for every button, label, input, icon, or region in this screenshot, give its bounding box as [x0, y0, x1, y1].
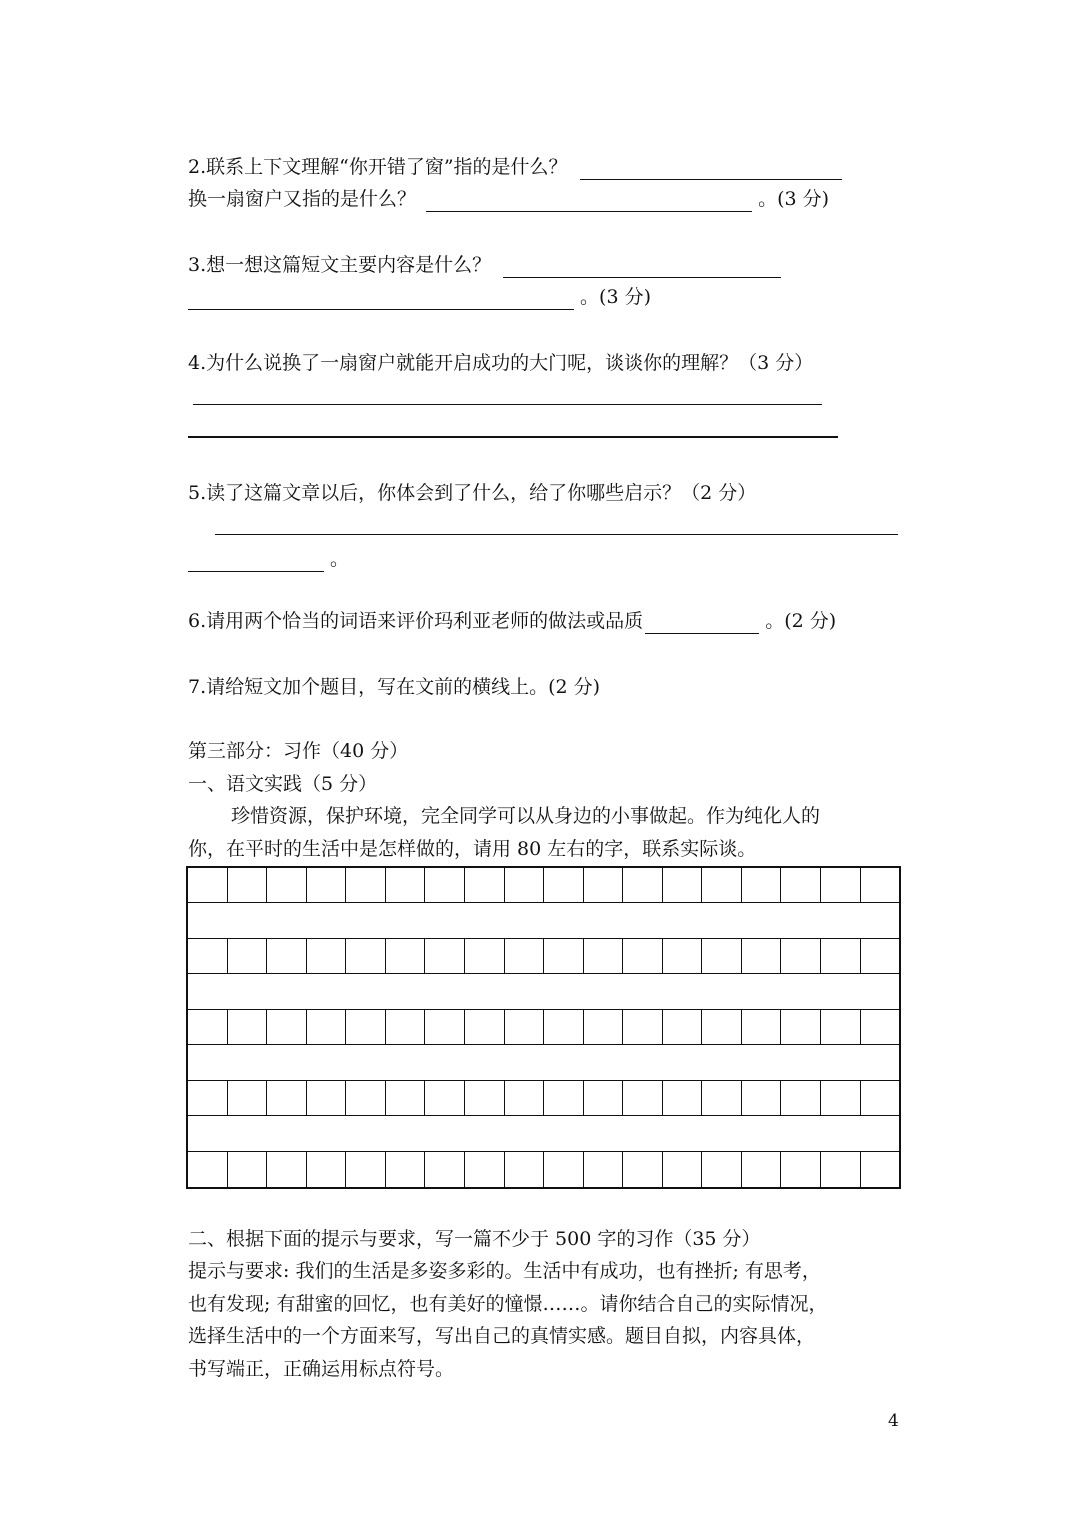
- q5-answer-line-1[interactable]: [215, 534, 898, 535]
- grid-cell[interactable]: [584, 1081, 624, 1115]
- grid-cell[interactable]: [861, 868, 900, 902]
- q5-line2: [188, 546, 349, 572]
- grid-cell[interactable]: [188, 1010, 228, 1044]
- section2-line: 书写端正，正确运用标点符号。: [188, 1358, 455, 1380]
- grid-writing-row[interactable]: [188, 1081, 899, 1116]
- q2-question-text: 2.联系上下文理解“你开错了窗”指的是什么？: [188, 156, 568, 178]
- grid-cell[interactable]: [702, 1081, 742, 1115]
- grid-cell[interactable]: [188, 1152, 228, 1187]
- q2-line1: [188, 154, 842, 180]
- grid-cell[interactable]: [346, 1010, 386, 1044]
- grid-cell[interactable]: [781, 1152, 821, 1187]
- grid-cell[interactable]: [228, 1010, 268, 1044]
- grid-cell[interactable]: [267, 868, 307, 902]
- q4-answer-line-2[interactable]: [188, 436, 838, 438]
- grid-cell[interactable]: [465, 939, 505, 973]
- grid-cell[interactable]: [702, 939, 742, 973]
- grid-cell[interactable]: [821, 1081, 861, 1115]
- q4-answer-line-1[interactable]: [193, 404, 822, 405]
- grid-cell[interactable]: [584, 939, 624, 973]
- grid-cell[interactable]: [267, 1081, 307, 1115]
- grid-cell[interactable]: [544, 939, 584, 973]
- section2-line: 选择生活中的一个方面来写，写出自己的真情实感。题目自拟，内容具体，: [188, 1325, 816, 1347]
- grid-cell[interactable]: [505, 939, 545, 973]
- grid-cell[interactable]: [386, 939, 426, 973]
- grid-spacer-row: [188, 1116, 899, 1152]
- grid-cell[interactable]: [702, 868, 742, 902]
- grid-cell[interactable]: [702, 1152, 742, 1187]
- grid-cell[interactable]: [505, 1152, 545, 1187]
- grid-cell[interactable]: [188, 868, 228, 902]
- grid-cell[interactable]: [584, 868, 624, 902]
- grid-cell[interactable]: [584, 1152, 624, 1187]
- grid-cell[interactable]: [821, 868, 861, 902]
- q5-question: 5.读了这篇文章以后，你体会到了什么，给了你哪些启示？（2 分）: [188, 482, 757, 504]
- grid-cell[interactable]: [623, 939, 663, 973]
- q6-score: 。(2 分): [765, 610, 837, 632]
- grid-cell[interactable]: [742, 868, 782, 902]
- grid-cell[interactable]: [623, 868, 663, 902]
- grid-cell[interactable]: [386, 1152, 426, 1187]
- grid-writing-row[interactable]: [188, 868, 899, 903]
- q2-answer-blank-1[interactable]: [580, 159, 842, 180]
- grid-cell[interactable]: [781, 1010, 821, 1044]
- grid-cell[interactable]: [307, 1152, 347, 1187]
- grid-cell[interactable]: [505, 868, 545, 902]
- grid-cell[interactable]: [544, 868, 584, 902]
- q6-line: [188, 608, 836, 634]
- grid-cell[interactable]: [386, 868, 426, 902]
- grid-cell[interactable]: [742, 1010, 782, 1044]
- section2-line: 也有发现; 有甜蜜的回忆，也有美好的憧憬……。请你结合自己的实际情况，: [188, 1293, 828, 1315]
- grid-cell[interactable]: [702, 1010, 742, 1044]
- grid-spacer-row: [188, 903, 899, 939]
- grid-cell[interactable]: [425, 1152, 465, 1187]
- writing-grid[interactable]: [186, 866, 901, 1189]
- q3-answer-blank-1[interactable]: [503, 257, 781, 278]
- grid-cell[interactable]: [465, 1152, 505, 1187]
- grid-cell[interactable]: [821, 1010, 861, 1044]
- grid-cell[interactable]: [188, 939, 228, 973]
- grid-cell[interactable]: [623, 1152, 663, 1187]
- grid-cell[interactable]: [781, 868, 821, 902]
- section1-prompt-line2: 你，在平时的生活中是怎样做的，请用 80 左右的字，联系实际谈。: [188, 838, 757, 860]
- grid-cell[interactable]: [623, 1010, 663, 1044]
- grid-cell[interactable]: [386, 1081, 426, 1115]
- grid-cell[interactable]: [425, 1010, 465, 1044]
- q2-line2: [188, 186, 829, 212]
- grid-cell[interactable]: [505, 1010, 545, 1044]
- grid-cell[interactable]: [346, 1152, 386, 1187]
- grid-cell[interactable]: [346, 939, 386, 973]
- q5-end: 。: [330, 548, 350, 570]
- q7-question: 7.请给短文加个题目，写在文前的横线上。(2 分): [188, 676, 601, 698]
- grid-cell[interactable]: [663, 1081, 703, 1115]
- grid-cell[interactable]: [663, 868, 703, 902]
- grid-cell[interactable]: [544, 1010, 584, 1044]
- grid-cell[interactable]: [505, 1081, 545, 1115]
- grid-cell[interactable]: [307, 1010, 347, 1044]
- grid-cell[interactable]: [544, 1152, 584, 1187]
- part3-heading: 第三部分：习作（40 分）: [188, 740, 409, 762]
- grid-cell[interactable]: [307, 939, 347, 973]
- grid-cell[interactable]: [861, 1081, 900, 1115]
- grid-cell[interactable]: [267, 939, 307, 973]
- grid-spacer-row: [188, 1045, 899, 1081]
- grid-cell[interactable]: [584, 1010, 624, 1044]
- grid-cell[interactable]: [465, 1010, 505, 1044]
- grid-writing-row[interactable]: [188, 939, 899, 974]
- q2-answer-blank-2[interactable]: [426, 191, 752, 212]
- q3-question-text: 3.想一想这篇短文主要内容是什么？: [188, 254, 492, 276]
- grid-cell[interactable]: [228, 939, 268, 973]
- grid-cell[interactable]: [861, 939, 900, 973]
- grid-cell[interactable]: [821, 939, 861, 973]
- grid-cell[interactable]: [346, 1081, 386, 1115]
- q6-question-text: 6.请用两个恰当的词语来评价玛利亚老师的做法或品质: [188, 610, 644, 632]
- grid-cell[interactable]: [663, 1010, 703, 1044]
- grid-cell[interactable]: [781, 939, 821, 973]
- grid-cell[interactable]: [742, 1081, 782, 1115]
- q2-followup-text: 换一扇窗户又指的是什么？: [188, 188, 417, 210]
- q3-answer-blank-2[interactable]: [188, 289, 574, 310]
- grid-spacer-row: [188, 974, 899, 1010]
- grid-cell[interactable]: [465, 868, 505, 902]
- section1-prompt-line1: 珍惜资源，保护环境，完全同学可以从身边的小事做起。作为纯化人的: [231, 805, 821, 827]
- section2-heading: 二、根据下面的提示与要求，写一篇不少于 500 字的习作（35 分）: [188, 1228, 761, 1250]
- grid-cell[interactable]: [228, 1081, 268, 1115]
- grid-cell[interactable]: [188, 1081, 228, 1115]
- grid-writing-row[interactable]: [188, 1152, 899, 1187]
- grid-cell[interactable]: [267, 1152, 307, 1187]
- q6-answer-blank[interactable]: [645, 613, 759, 634]
- q2-score: 。(3 分): [758, 188, 830, 210]
- grid-cell[interactable]: [821, 1152, 861, 1187]
- grid-cell[interactable]: [425, 1081, 465, 1115]
- grid-cell[interactable]: [267, 1010, 307, 1044]
- q5-answer-blank-2[interactable]: [188, 551, 324, 572]
- q3-line1: [188, 252, 781, 278]
- q3-line2: [188, 284, 651, 310]
- grid-cell[interactable]: [663, 1152, 703, 1187]
- grid-cell[interactable]: [623, 1081, 663, 1115]
- section2-line: 提示与要求: 我们的生活是多姿多彩的。生活中有成功，也有挫折; 有思考，: [188, 1260, 821, 1282]
- grid-cell[interactable]: [346, 868, 386, 902]
- grid-cell[interactable]: [781, 1081, 821, 1115]
- q3-score: 。(3 分): [580, 286, 652, 308]
- grid-cell[interactable]: [228, 868, 268, 902]
- grid-cell[interactable]: [742, 1152, 782, 1187]
- grid-cell[interactable]: [861, 1152, 900, 1187]
- grid-cell[interactable]: [663, 939, 703, 973]
- grid-cell[interactable]: [307, 868, 347, 902]
- grid-cell[interactable]: [465, 1081, 505, 1115]
- q4-question: 4.为什么说换了一扇窗户就能开启成功的大门呢，谈谈你的理解？（3 分）: [188, 352, 814, 374]
- grid-cell[interactable]: [425, 868, 465, 902]
- grid-cell[interactable]: [425, 939, 465, 973]
- grid-writing-row[interactable]: [188, 1010, 899, 1045]
- grid-cell[interactable]: [544, 1081, 584, 1115]
- page-number: 4: [888, 1411, 899, 1431]
- grid-cell[interactable]: [386, 1010, 426, 1044]
- grid-cell[interactable]: [307, 1081, 347, 1115]
- grid-cell[interactable]: [228, 1152, 268, 1187]
- grid-cell[interactable]: [742, 939, 782, 973]
- section1-heading: 一、语文实践（5 分）: [188, 773, 378, 795]
- grid-cell[interactable]: [861, 1010, 900, 1044]
